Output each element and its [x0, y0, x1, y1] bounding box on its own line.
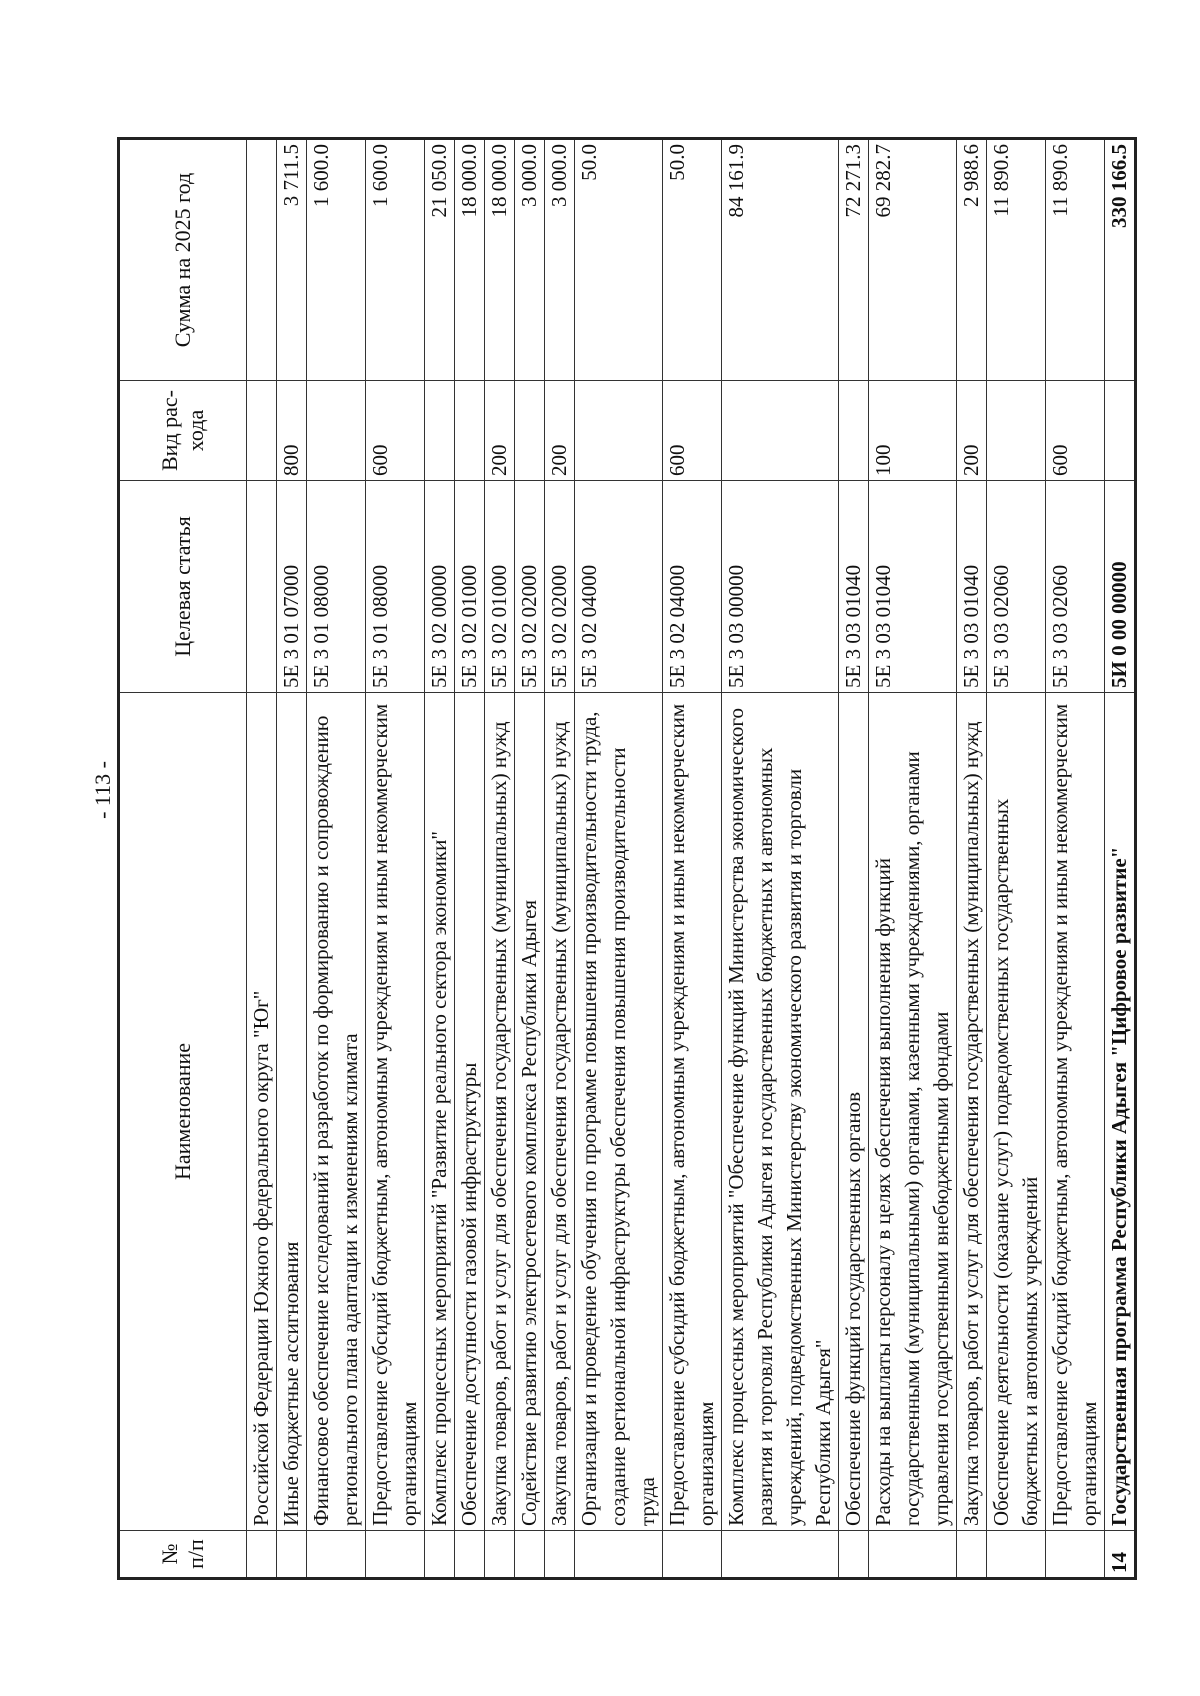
cell-sum: 50.0 [663, 139, 722, 381]
cell-kind [307, 381, 366, 481]
cell-sum: 72 271.3 [839, 139, 869, 381]
cell-num [663, 1531, 722, 1579]
cell-sum: 3 711.5 [277, 139, 307, 381]
cell-name: Финансовое обеспечение исследований и разработок по формированию и сопровождению регионального плана адаптации к изменениям климата [307, 693, 366, 1531]
cell-target: 5Е 3 02 04000 [663, 481, 722, 693]
header-target: Целевая статья [119, 481, 247, 693]
cell-sum: 50.0 [575, 139, 663, 381]
cell-num [869, 1531, 957, 1579]
cell-kind [515, 381, 545, 481]
cell-name: Комплекс процессных мероприятий "Обеспечение функций Министерства экономического развития и торговли Республики Адыгея и государственных бюджетных и автономных учреждений, подведомственных Министерству экономического развития и торговли Республики Адыгея" [722, 693, 839, 1531]
cell-kind [425, 381, 455, 481]
cell-name: Предоставление субсидий бюджетным, автономным учреждениям и иным некоммерческим организациям [366, 693, 425, 1531]
page-number: - 113 - [90, 761, 115, 819]
cell-num [987, 1531, 1046, 1579]
cell-num [455, 1531, 485, 1579]
cell-kind [839, 381, 869, 481]
cell-target: 5И 0 00 00000 [1105, 481, 1136, 693]
cell-name: Закупка товаров, работ и услуг для обеспечения государственных (муниципальных) нужд [545, 693, 575, 1531]
cell-sum: 330 166.5 [1105, 139, 1136, 381]
cell-name: Комплекс процессных мероприятий "Развитие реального сектора экономики" [425, 693, 455, 1531]
cell-name: Обеспечение доступности газовой инфраструктуры [455, 693, 485, 1531]
cell-kind: 200 [957, 381, 987, 481]
header-sum: Сумма на 2025 год [119, 139, 247, 381]
cell-sum: 69 282.7 [869, 139, 957, 381]
table-row [545, 139, 575, 1579]
table-row [425, 139, 455, 1579]
cell-name: Государственная программа Республики Адыгея "Цифровое развитие" [1105, 693, 1136, 1531]
cell-num [515, 1531, 545, 1579]
cell-sum: 3 000.0 [545, 139, 575, 381]
cell-name: Обеспечение функций государственных органов [839, 693, 869, 1531]
cell-kind: 600 [1046, 381, 1105, 481]
cell-target: 5Е 3 01 08000 [307, 481, 366, 693]
cell-num [575, 1531, 663, 1579]
cell-target: 5Е 3 03 01040 [839, 481, 869, 693]
cell-sum: 1 600.0 [366, 139, 425, 381]
table-row [987, 139, 1046, 1579]
cell-sum: 11 890.6 [1046, 139, 1105, 381]
cell-target: 5Е 3 02 02000 [545, 481, 575, 693]
cell-target: 5Е 3 02 00000 [425, 481, 455, 693]
cell-num [545, 1531, 575, 1579]
cell-name: Иные бюджетные ассигнования [277, 693, 307, 1531]
cell-num [425, 1531, 455, 1579]
table-row [575, 139, 663, 1579]
cell-num [1046, 1531, 1105, 1579]
cell-num [722, 1531, 839, 1579]
cell-kind: 600 [366, 381, 425, 481]
cell-kind: 200 [485, 381, 515, 481]
cell-name: Российской Федерации Южного федерального округа "Юг" [247, 693, 277, 1531]
rotated-page-content [117, 140, 1131, 1580]
cell-kind [575, 381, 663, 481]
table-row [515, 139, 545, 1579]
table-row [957, 139, 987, 1579]
table-row [663, 139, 722, 1579]
table-row [455, 139, 485, 1579]
cell-sum: 21 050.0 [425, 139, 455, 381]
cell-kind [987, 381, 1046, 481]
header-name: Наименование [119, 693, 247, 1531]
cell-num [957, 1531, 987, 1579]
cell-target: 5Е 3 02 02000 [515, 481, 545, 693]
cell-kind [1105, 381, 1136, 481]
table-row [247, 139, 277, 1579]
budget-table [117, 137, 1137, 1580]
cell-target: 5Е 3 03 00000 [722, 481, 839, 693]
cell-sum [247, 139, 277, 381]
cell-target [247, 481, 277, 693]
cell-kind [247, 381, 277, 481]
table-row [277, 139, 307, 1579]
cell-name: Расходы на выплаты персоналу в целях обеспечения выполнения функций государственными (муниципальными) органами, казенными учреждениями, органами управления государственными внебюджетными фондами [869, 693, 957, 1531]
cell-num [307, 1531, 366, 1579]
cell-name: Содействие развитию электросетевого комплекса Республики Адыгея [515, 693, 545, 1531]
cell-target: 5Е 3 02 04000 [575, 481, 663, 693]
cell-num [366, 1531, 425, 1579]
cell-num [247, 1531, 277, 1579]
cell-kind: 600 [663, 381, 722, 481]
cell-name: Предоставление субсидий бюджетным, автономным учреждениям и иным некоммерческим организациям [663, 693, 722, 1531]
table-header-row [119, 139, 247, 1579]
cell-target: 5Е 3 03 01040 [869, 481, 957, 693]
cell-target: 5Е 3 03 02060 [1046, 481, 1105, 693]
cell-num [277, 1531, 307, 1579]
table-body [247, 139, 1136, 1579]
cell-num [839, 1531, 869, 1579]
cell-sum: 18 000.0 [455, 139, 485, 381]
cell-sum: 84 161.9 [722, 139, 839, 381]
header-kind: Вид рас- хода [119, 381, 247, 481]
table-row [1046, 139, 1105, 1579]
table-row [722, 139, 839, 1579]
cell-kind [722, 381, 839, 481]
cell-kind [455, 381, 485, 481]
cell-target: 5Е 3 03 01040 [957, 481, 987, 693]
cell-name: Закупка товаров, работ и услуг для обеспечения государственных (муниципальных) нужд [957, 693, 987, 1531]
table-row [485, 139, 515, 1579]
cell-num: 14 [1105, 1531, 1136, 1579]
cell-target: 5Е 3 01 07000 [277, 481, 307, 693]
table-row [1105, 139, 1136, 1579]
table-row [839, 139, 869, 1579]
cell-name: Предоставление субсидий бюджетным, автономным учреждениям и иным некоммерческим организациям [1046, 693, 1105, 1531]
header-num: № п/п [119, 1531, 247, 1579]
cell-target: 5Е 3 01 08000 [366, 481, 425, 693]
cell-kind: 200 [545, 381, 575, 481]
cell-target: 5Е 3 02 01000 [455, 481, 485, 693]
cell-target: 5Е 3 02 01000 [485, 481, 515, 693]
cell-kind: 100 [869, 381, 957, 481]
cell-num [485, 1531, 515, 1579]
cell-name: Организация и проведение обучения по программе повышения производительности труда, создание региональной инфраструктуры обеспечения повышения производительности труда [575, 693, 663, 1531]
table-row [869, 139, 957, 1579]
table-row [366, 139, 425, 1579]
cell-sum: 1 600.0 [307, 139, 366, 381]
cell-sum: 18 000.0 [485, 139, 515, 381]
table-row [307, 139, 366, 1579]
cell-target: 5Е 3 03 02060 [987, 481, 1046, 693]
cell-kind: 800 [277, 381, 307, 481]
cell-sum: 2 988.6 [957, 139, 987, 381]
cell-sum: 3 000.0 [515, 139, 545, 381]
cell-name: Обеспечение деятельности (оказание услуг) подведомственных государственных бюджетных и автономных учреждений [987, 693, 1046, 1531]
cell-sum: 11 890.6 [987, 139, 1046, 381]
cell-name: Закупка товаров, работ и услуг для обеспечения государственных (муниципальных) нужд [485, 693, 515, 1531]
